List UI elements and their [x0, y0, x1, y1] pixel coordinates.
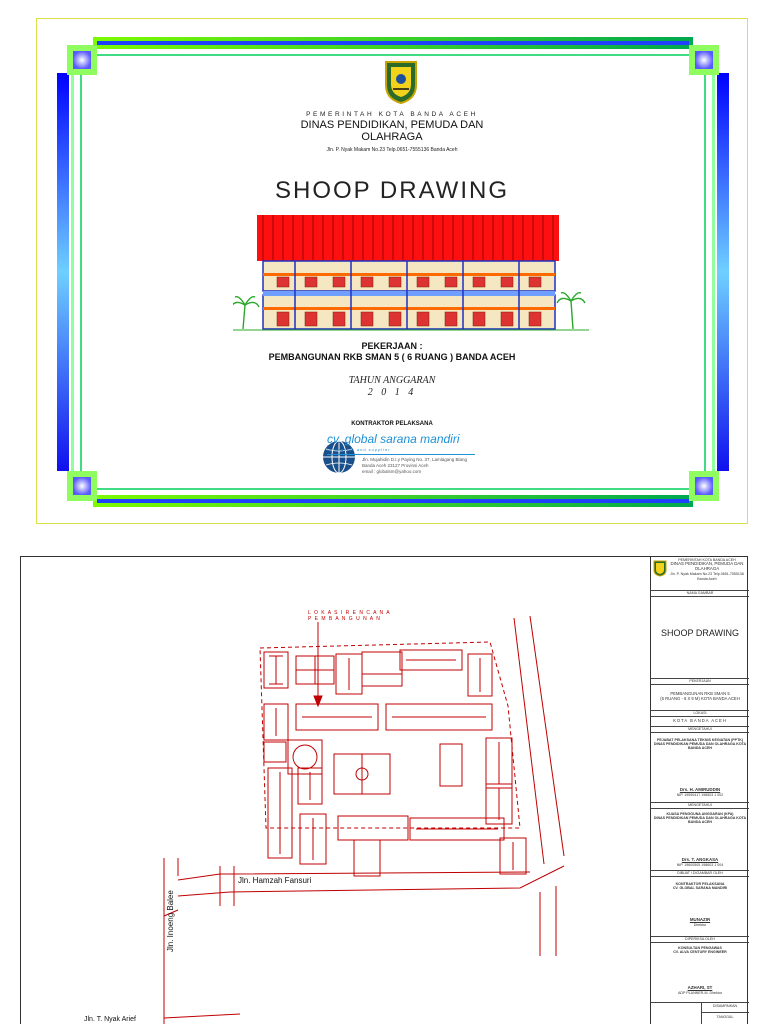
title-block	[650, 556, 749, 1024]
legend-diperiksa-label: DIPERIKSA OLEH	[685, 937, 715, 941]
legend-mengetahui-2: MENGETAHUI	[688, 803, 712, 807]
agency-name	[37, 119, 747, 143]
legend-name-3: MUNAZIR	[689, 917, 711, 922]
legend-divider	[651, 942, 749, 943]
page-title: SHOOP DRAWING	[274, 177, 510, 204]
legend-divider	[651, 684, 749, 685]
legend-tanggal-label: TANGGAL	[716, 1015, 734, 1019]
government-line: PEMERINTAH KOTA BANDA ACEH	[306, 111, 478, 118]
legend-header-1: PEMERINTAH KOTA BANDA ACEH	[678, 558, 736, 562]
legend-konsultan-1: KONSULTAN PENGAWAS	[678, 946, 722, 950]
company-address-2: Banda Aceh 23127 Provinsi Aceh	[362, 463, 429, 468]
lokasi-rencana-label	[308, 610, 391, 622]
legend-name-2: Drs. T. ANGKASA	[681, 857, 719, 862]
agency-line-2: OLAHRAGA	[361, 131, 423, 143]
tahun-anggaran-label: TAHUN ANGGARAN	[348, 375, 436, 386]
building-elevation-illustration	[233, 213, 589, 331]
legend-divider-vertical	[701, 1002, 702, 1024]
legend-lokasi: KOTA BANDA ACEH	[673, 718, 727, 723]
legend-title: SHOOP DRAWING	[660, 628, 739, 638]
legend-role-3: Direktur	[693, 923, 707, 927]
legend-role-4: ADP PLANNER-M. Direktur	[677, 991, 723, 995]
legend-name-1: Drs. H. AMIRUDDIN	[679, 787, 721, 792]
legend-divider	[651, 716, 749, 717]
legend-pekerjaan-2: (6 RUANG - 6 X 9 M) KOTA BANDA ACEH	[660, 696, 740, 701]
agency-address: Jln. P. Nyak Makam No.23 Telp.0651-7555136 Banda Aceh	[326, 147, 458, 153]
pekerjaan-description: PEMBANGUNAN RKB SMAN 5 ( 6 RUANG ) BANDA ACEH	[268, 352, 516, 362]
legend-kontraktor-1: KONTRAKTOR PELAKSANA	[675, 882, 725, 886]
company-tagline: contractor and supplier	[327, 447, 391, 452]
legend-kpa-1: KUASA PENGGUNA ANGGARAN (KPA)	[666, 812, 734, 816]
kontraktor-label: KONTRAKTOR PELAKSANA	[351, 421, 433, 427]
legend-konsultan-2: CV. ALVA CENTURY ENGINEER	[673, 950, 727, 954]
legend-pptk-1: PEJABAT PELAKSANA TEKNIS KEGIATAN (PPTK)	[656, 738, 744, 742]
pekerjaan-label: PEKERJAAN :	[361, 341, 423, 351]
tahun-anggaran-year: 2 0 1 4	[367, 387, 417, 398]
legend-name-4: AZHARI, ST	[687, 985, 713, 990]
road-label-inoeng-balee: Jln. Inoeng Balee	[166, 890, 175, 952]
legend-pptk-3: BANDA ACEH	[688, 746, 712, 750]
legend-header-2: DINAS PENDIDIKAN, PEMUDA DAN	[670, 561, 744, 566]
cover-sheet	[36, 18, 748, 524]
company-name: cv. global sarana mandiri	[327, 432, 460, 446]
legend-nip-1: NIP. 19590417 198503 1 002	[676, 793, 724, 797]
legend-kpa-3: BANDA ACEH	[688, 820, 712, 824]
legend-lokasi-label: LOKASI	[693, 711, 707, 715]
legend-header-3: OLAHRAGA	[694, 566, 720, 571]
legend-dibuat-label: DIBUAT / DIGAMBAR OLEH	[677, 871, 723, 875]
company-underline	[327, 454, 475, 455]
legend-nama-gambar-label: NAMA GAMBAR	[686, 591, 714, 595]
legend-nip-2: NIP. 19600505 198603 1 004	[676, 863, 724, 867]
road-label-nyak-arief: Jln. T. Nyak Arief	[84, 1016, 137, 1023]
legend-divider	[651, 1002, 749, 1003]
road-label-hamzah-fansuri: Jln. Hamzah Fansuri	[238, 876, 312, 885]
legend-disampaikan-label: DISAMPAIKAN	[712, 1004, 738, 1008]
legend-divider	[651, 596, 749, 597]
lokasi-line-1: L O K A S I R E N C A N A	[308, 610, 391, 616]
lokasi-line-2: P E M B A N G U N A N	[308, 616, 381, 622]
legend-pekerjaan-label: PEKERJAAN	[689, 679, 711, 683]
company-email: email : globalsm@yahoo.com	[362, 469, 422, 474]
legend-divider	[651, 732, 749, 733]
site-plan-drawing	[20, 556, 650, 1024]
legend-pptk-2: DINAS PENDIDIKAN PEMUDA DAN OLAHRAGA KOTA	[653, 742, 747, 746]
legend-divider	[651, 876, 749, 877]
agency-line-1: DINAS PENDIDIKAN, PEMUDA DAN	[300, 119, 484, 131]
city-crest-logo	[383, 59, 419, 105]
legend-header-address: Jln. P. Nyak Makam No.23 Telp.0651-7555136 Banda Aceh	[670, 572, 744, 581]
legend-mengetahui-1: MENGETAHUI	[688, 727, 712, 731]
legend-divider	[701, 1012, 749, 1013]
company-address-1: Jln. Mujahidin D.I.y Paying No. 37, Lamlagang Blang	[362, 457, 468, 462]
legend-divider	[651, 808, 749, 809]
legend-pekerjaan-1: PEMBANGUNAN RKB SMAN 5	[670, 691, 730, 696]
legend-kontraktor-2: CV. GLOBAL SARANA MANDIRI	[672, 886, 728, 890]
legend-kpa-2: DINAS PENDIDIKAN PEMUDA DAN OLAHRAGA KOTA	[653, 816, 747, 820]
